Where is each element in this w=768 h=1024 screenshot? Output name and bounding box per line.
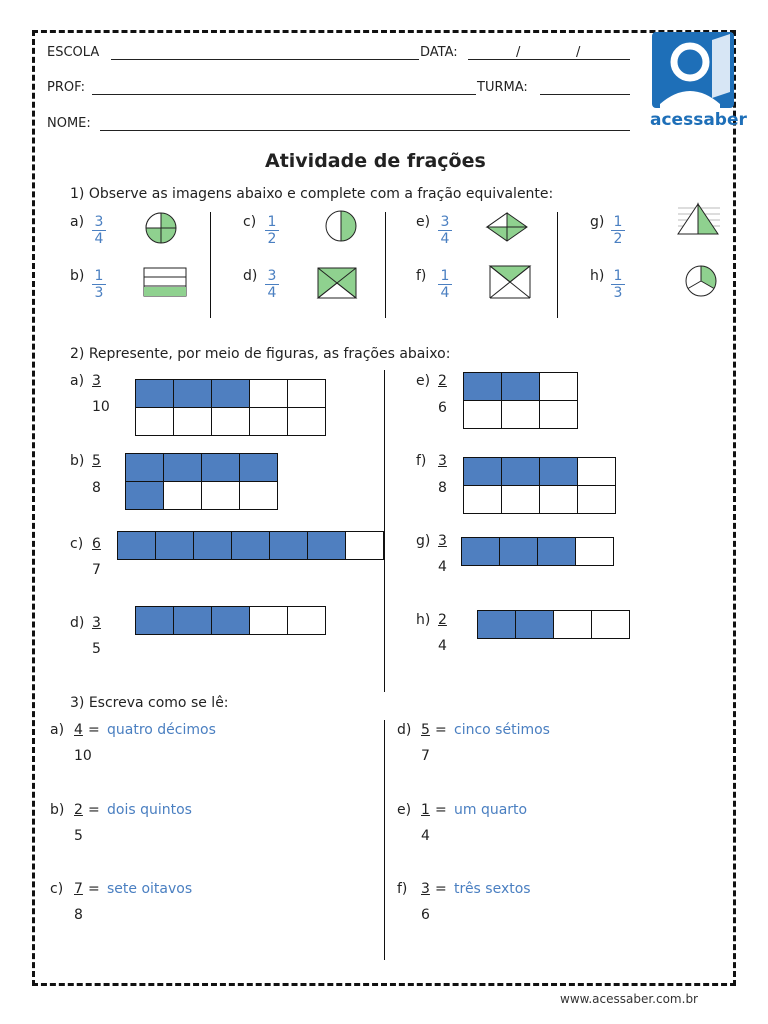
s2-c-grid[interactable]: [117, 531, 384, 560]
s1-h-den: 3: [613, 285, 623, 301]
s2-f-label: f): [416, 453, 427, 469]
half-circle-icon: [322, 208, 360, 248]
s2-e-label: e): [416, 373, 431, 389]
s1-g-label: g): [590, 214, 605, 230]
empty-cell[interactable]: [136, 408, 174, 436]
filled-cell[interactable]: [502, 373, 540, 401]
turma-field[interactable]: [540, 94, 630, 95]
s2-e-num: 2: [438, 373, 447, 389]
s3-b-answer[interactable]: dois quintos: [107, 802, 192, 818]
section1-divider-3: [557, 212, 558, 318]
filled-cell[interactable]: [136, 380, 174, 408]
s1-d-num: 3: [265, 268, 279, 285]
date-sep-1: /: [516, 45, 521, 60]
filled-cell[interactable]: [126, 454, 164, 482]
s1-e-label: e): [416, 214, 431, 230]
s1-h-num: 1: [611, 268, 625, 285]
s3-a-eq: =: [88, 722, 100, 738]
filled-cell[interactable]: [464, 458, 502, 486]
filled-cell[interactable]: [240, 454, 278, 482]
s1-c-fraction[interactable]: [265, 214, 279, 247]
data-field[interactable]: [468, 59, 630, 60]
s2-g-label: g): [416, 533, 431, 549]
filled-cell[interactable]: [212, 380, 250, 408]
empty-cell[interactable]: [502, 401, 540, 429]
filled-cell[interactable]: [212, 607, 250, 635]
s3-c-label: c): [50, 881, 64, 897]
s2-c-den: 7: [92, 562, 101, 578]
s1-g-num: 1: [611, 214, 625, 231]
s3-b-den: 5: [74, 828, 83, 844]
s2-g-grid[interactable]: [461, 537, 614, 566]
filled-cell[interactable]: [118, 532, 156, 560]
nome-label: NOME:: [47, 116, 91, 131]
s3-c-num: 7: [74, 881, 83, 897]
s1-b-label: b): [70, 268, 85, 284]
s1-b-den: 3: [94, 285, 104, 301]
split-triangle-icon: [676, 202, 722, 242]
filled-cell[interactable]: [164, 454, 202, 482]
escola-field[interactable]: [111, 59, 419, 60]
s1-g-den: 2: [613, 231, 623, 247]
s2-e-grid[interactable]: [463, 372, 578, 429]
s2-d-grid[interactable]: [135, 606, 326, 635]
s1-a-den: 4: [94, 231, 104, 247]
empty-cell[interactable]: [202, 482, 240, 510]
section2-instruction: 2) Represente, por meio de figuras, as frações abaixo:: [70, 346, 451, 362]
empty-cell[interactable]: [346, 532, 384, 560]
section1-divider-1: [210, 212, 211, 318]
s1-h-label: h): [590, 268, 605, 284]
filled-cell[interactable]: [174, 380, 212, 408]
empty-cell[interactable]: [288, 607, 326, 635]
s1-a-label: a): [70, 214, 85, 230]
empty-cell[interactable]: [540, 486, 578, 514]
s3-e-label: e): [397, 802, 412, 818]
s1-d-label: d): [243, 268, 258, 284]
escola-label: ESCOLA: [47, 45, 100, 60]
s2-g-den: 4: [438, 559, 447, 575]
date-sep-2: /: [576, 45, 581, 60]
s3-d-answer[interactable]: cinco sétimos: [454, 722, 550, 738]
s1-a-fraction[interactable]: [92, 214, 106, 247]
s1-e-den: 4: [440, 231, 450, 247]
section3-divider: [384, 720, 385, 960]
empty-cell[interactable]: [250, 607, 288, 635]
filled-cell[interactable]: [136, 607, 174, 635]
circle-quarters-icon: [142, 210, 180, 250]
filled-cell[interactable]: [232, 532, 270, 560]
empty-cell[interactable]: [212, 408, 250, 436]
s3-c-den: 8: [74, 907, 83, 923]
s1-b-num: 1: [92, 268, 106, 285]
filled-cell[interactable]: [308, 532, 346, 560]
filled-cell[interactable]: [516, 611, 554, 639]
s2-a-grid[interactable]: [135, 379, 326, 436]
empty-cell[interactable]: [540, 401, 578, 429]
s1-c-den: 2: [267, 231, 277, 247]
filled-cell[interactable]: [174, 607, 212, 635]
s1-e-num: 3: [438, 214, 452, 231]
filled-cell[interactable]: [202, 454, 240, 482]
s2-b-grid[interactable]: [125, 453, 278, 510]
empty-cell[interactable]: [288, 408, 326, 436]
filled-cell[interactable]: [500, 538, 538, 566]
empty-cell[interactable]: [250, 408, 288, 436]
s1-f-fraction[interactable]: [438, 268, 452, 301]
s1-f-den: 4: [440, 285, 450, 301]
s2-a-den: 10: [92, 399, 110, 415]
s3-f-answer[interactable]: três sextos: [454, 881, 531, 897]
s2-a-num: 3: [92, 373, 101, 389]
s2-c-label: c): [70, 536, 84, 552]
s2-h-grid[interactable]: [477, 610, 630, 639]
empty-cell[interactable]: [578, 458, 616, 486]
s3-c-answer[interactable]: sete oitavos: [107, 881, 193, 897]
s3-d-eq: =: [435, 722, 447, 738]
turma-label: TURMA:: [477, 80, 528, 95]
s2-d-den: 5: [92, 641, 101, 657]
s3-b-eq: =: [88, 802, 100, 818]
empty-cell[interactable]: [578, 486, 616, 514]
footer-url[interactable]: www.acessaber.com.br: [560, 992, 698, 1006]
s3-e-eq: =: [435, 802, 447, 818]
filled-cell[interactable]: [270, 532, 308, 560]
s3-d-den: 7: [421, 748, 430, 764]
s2-b-den: 8: [92, 480, 101, 496]
section1-instruction: 1) Observe as imagens abaixo e complete com a fração equivalente:: [70, 186, 554, 202]
s3-e-den: 4: [421, 828, 430, 844]
filled-cell[interactable]: [126, 482, 164, 510]
s2-e-den: 6: [438, 400, 447, 416]
logo-text: acessaber: [650, 110, 747, 130]
empty-cell[interactable]: [464, 401, 502, 429]
s2-b-num: 5: [92, 453, 101, 469]
s3-a-den: 10: [74, 748, 92, 764]
filled-cell[interactable]: [156, 532, 194, 560]
s1-f-num: 1: [438, 268, 452, 285]
s2-h-den: 4: [438, 638, 447, 654]
empty-cell[interactable]: [250, 380, 288, 408]
filled-cell[interactable]: [502, 458, 540, 486]
prof-label: PROF:: [47, 80, 85, 95]
crossed-square-icon: [316, 266, 358, 304]
acessaber-logo: [650, 32, 747, 132]
empty-cell[interactable]: [540, 373, 578, 401]
s2-h-num: 2: [438, 612, 447, 628]
hourglass-square-icon: [488, 264, 532, 304]
s2-f-den: 8: [438, 480, 447, 496]
s2-a-label: a): [70, 373, 85, 389]
prof-field[interactable]: [92, 94, 476, 95]
section2-divider: [384, 370, 385, 692]
s3-b-num: 2: [74, 802, 83, 818]
s2-d-label: d): [70, 615, 85, 631]
empty-cell[interactable]: [554, 611, 592, 639]
empty-cell[interactable]: [576, 538, 614, 566]
s3-e-answer[interactable]: um quarto: [454, 802, 528, 818]
empty-cell[interactable]: [502, 486, 540, 514]
empty-cell[interactable]: [240, 482, 278, 510]
s2-c-num: 6: [92, 536, 101, 552]
empty-cell[interactable]: [288, 380, 326, 408]
s1-f-label: f): [416, 268, 427, 284]
s3-f-den: 6: [421, 907, 430, 923]
s3-f-num: 3: [421, 881, 430, 897]
filled-cell[interactable]: [194, 532, 232, 560]
section3-instruction: 3) Escreva como se lê:: [70, 695, 229, 711]
s1-c-num: 1: [265, 214, 279, 231]
s1-d-den: 4: [267, 285, 277, 301]
section1-divider-2: [385, 212, 386, 318]
filled-cell[interactable]: [540, 458, 578, 486]
s3-b-label: b): [50, 802, 65, 818]
s2-d-num: 3: [92, 615, 101, 631]
s1-g-fraction[interactable]: [611, 214, 625, 247]
filled-cell[interactable]: [478, 611, 516, 639]
page-title: Atividade de frações: [265, 150, 486, 172]
s1-e-fraction[interactable]: [438, 214, 452, 247]
s3-c-eq: =: [88, 881, 100, 897]
s3-d-num: 5: [421, 722, 430, 738]
s1-d-fraction[interactable]: [265, 268, 279, 301]
s2-f-grid[interactable]: [463, 457, 616, 514]
s3-a-answer[interactable]: quatro décimos: [107, 722, 216, 738]
s1-b-fraction[interactable]: [92, 268, 106, 301]
empty-cell[interactable]: [174, 408, 212, 436]
s2-b-label: b): [70, 453, 85, 469]
filled-cell[interactable]: [464, 373, 502, 401]
s2-g-num: 3: [438, 533, 447, 549]
s3-d-label: d): [397, 722, 412, 738]
nome-field[interactable]: [100, 130, 630, 131]
filled-cell[interactable]: [538, 538, 576, 566]
empty-cell[interactable]: [592, 611, 630, 639]
s1-c-label: c): [243, 214, 257, 230]
s1-a-num: 3: [92, 214, 106, 231]
empty-cell[interactable]: [164, 482, 202, 510]
striped-rectangle-icon: [142, 266, 188, 302]
circle-thirds-icon: [682, 262, 720, 304]
filled-cell[interactable]: [462, 538, 500, 566]
s2-h-label: h): [416, 612, 431, 628]
s3-f-label: f): [397, 881, 408, 897]
s2-f-num: 3: [438, 453, 447, 469]
diamond-icon: [484, 210, 530, 248]
s3-f-eq: =: [435, 881, 447, 897]
s3-e-num: 1: [421, 802, 430, 818]
s3-a-label: a): [50, 722, 65, 738]
empty-cell[interactable]: [464, 486, 502, 514]
s1-h-fraction[interactable]: [611, 268, 625, 301]
data-label: DATA:: [420, 45, 458, 60]
s3-a-num: 4: [74, 722, 83, 738]
